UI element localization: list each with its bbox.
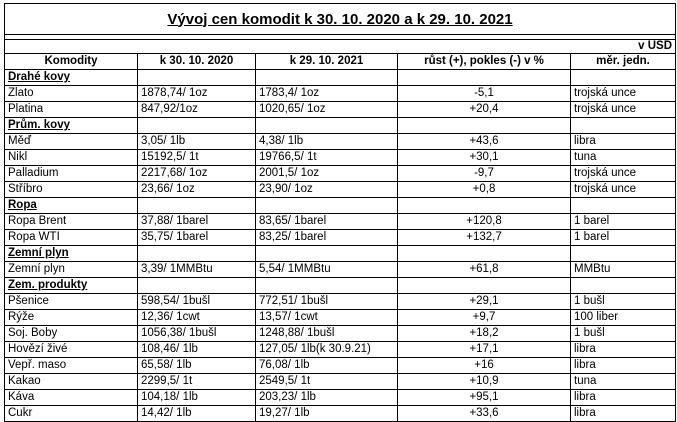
price-2020: 2299,5/ 1t xyxy=(138,374,256,390)
unit: trojská unce xyxy=(571,102,676,118)
unit: libra xyxy=(571,390,676,406)
commodity-name: Rýže xyxy=(5,310,138,326)
change-percent: +9,7 xyxy=(398,310,571,326)
change-percent: +18,2 xyxy=(398,326,571,342)
price-2021: 2549,5/ 1t xyxy=(256,374,398,390)
empty-cell xyxy=(138,118,256,134)
change-percent: +132,7 xyxy=(398,230,571,246)
section-heading: Zem. produkty xyxy=(5,278,138,294)
empty-cell xyxy=(398,118,571,134)
price-2021: 203,23/ 1lb xyxy=(256,390,398,406)
change-percent: +29,1 xyxy=(398,294,571,310)
price-2020: 65,58/ 1lb xyxy=(138,358,256,374)
commodity-name: Měď xyxy=(5,134,138,150)
commodity-price-sheet xyxy=(4,3,675,422)
price-2021: 13,57/ 1cwt xyxy=(256,310,398,326)
section-heading: Drahé kovy xyxy=(5,70,138,86)
price-2020: 14,42/ 1lb xyxy=(138,406,256,422)
empty-cell xyxy=(398,70,571,86)
table-row xyxy=(5,230,676,246)
change-percent: +61,8 xyxy=(398,262,571,278)
change-percent: +17,1 xyxy=(398,342,571,358)
unit-row xyxy=(5,40,676,54)
change-percent: +33,6 xyxy=(398,406,571,422)
change-percent: +16 xyxy=(398,358,571,374)
price-2021: 1783,4/ 1oz xyxy=(256,86,398,102)
commodity-name: Stříbro xyxy=(5,182,138,198)
header-unit: měr. jedn. xyxy=(571,54,676,70)
section-row xyxy=(5,278,676,294)
commodity-name: Platina xyxy=(5,102,138,118)
commodity-name: Hovězí živé xyxy=(5,342,138,358)
price-2021: 76,08/ 1lb xyxy=(256,358,398,374)
table-row xyxy=(5,182,676,198)
empty-cell xyxy=(571,198,676,214)
commodity-name: Zlato xyxy=(5,86,138,102)
unit: libra xyxy=(571,342,676,358)
commodity-name: Ropa WTI xyxy=(5,230,138,246)
section-row xyxy=(5,198,676,214)
section-row xyxy=(5,70,676,86)
price-2020: 108,46/ 1lb xyxy=(138,342,256,358)
price-2021: 23,90/ 1oz xyxy=(256,182,398,198)
currency-note: v USD xyxy=(5,40,676,54)
table-row xyxy=(5,166,676,182)
table-row xyxy=(5,262,676,278)
change-percent: +120,8 xyxy=(398,214,571,230)
price-2021: 1020,65/ 1oz xyxy=(256,102,398,118)
unit: 1 bušl xyxy=(571,294,676,310)
empty-cell xyxy=(138,198,256,214)
header-commodity: Komodity xyxy=(5,54,138,70)
commodity-name: Zemní plyn xyxy=(5,262,138,278)
table-row xyxy=(5,214,676,230)
unit: trojská unce xyxy=(571,166,676,182)
empty-cell xyxy=(571,70,676,86)
table-row xyxy=(5,358,676,374)
empty-cell xyxy=(398,246,571,262)
price-2020: 37,88/ 1barel xyxy=(138,214,256,230)
table-row xyxy=(5,102,676,118)
table-row xyxy=(5,134,676,150)
table-row xyxy=(5,406,676,422)
commodity-name: Palladium xyxy=(5,166,138,182)
change-percent: +30,1 xyxy=(398,150,571,166)
commodity-name: Kakao xyxy=(5,374,138,390)
change-percent: -5,1 xyxy=(398,86,571,102)
unit: 100 liber xyxy=(571,310,676,326)
price-2021: 2001,5/ 1oz xyxy=(256,166,398,182)
change-percent: +43,6 xyxy=(398,134,571,150)
empty-cell xyxy=(256,118,398,134)
header-row xyxy=(5,54,676,70)
table-row xyxy=(5,390,676,406)
commodity-table xyxy=(4,3,676,422)
commodity-name: Vepř. maso xyxy=(5,358,138,374)
price-2020: 2217,68/ 1oz xyxy=(138,166,256,182)
price-2020: 598,54/ 1bušl xyxy=(138,294,256,310)
change-percent: -9,7 xyxy=(398,166,571,182)
price-2020: 23,66/ 1oz xyxy=(138,182,256,198)
empty-cell xyxy=(256,70,398,86)
price-2021: 772,51/ 1bušl xyxy=(256,294,398,310)
empty-cell xyxy=(571,118,676,134)
unit: 1 barel xyxy=(571,214,676,230)
price-2021: 5,54/ 1MMBtu xyxy=(256,262,398,278)
empty-cell xyxy=(398,198,571,214)
commodity-name: Káva xyxy=(5,390,138,406)
unit: 1 barel xyxy=(571,230,676,246)
price-2020: 1878,74/ 1oz xyxy=(138,86,256,102)
commodity-name: Ropa Brent xyxy=(5,214,138,230)
title-row xyxy=(5,4,676,35)
commodity-name: Cukr xyxy=(5,406,138,422)
empty-cell xyxy=(256,198,398,214)
price-2020: 104,18/ 1lb xyxy=(138,390,256,406)
unit: trojská unce xyxy=(571,86,676,102)
unit: MMBtu xyxy=(571,262,676,278)
table-row xyxy=(5,150,676,166)
price-2021: 1248,88/ 1bušl xyxy=(256,326,398,342)
change-percent: +10,9 xyxy=(398,374,571,390)
commodity-name: Soj. Boby xyxy=(5,326,138,342)
price-2020: 3,39/ 1MMBtu xyxy=(138,262,256,278)
unit: libra xyxy=(571,134,676,150)
price-2021: 127,05/ 1lb(k 30.9.21) xyxy=(256,342,398,358)
price-2020: 15192,5/ 1t xyxy=(138,150,256,166)
price-2021: 19766,5/ 1t xyxy=(256,150,398,166)
section-heading: Zemní plyn xyxy=(5,246,138,262)
page-title: Vývoj cen komodit k 30. 10. 2020 a k 29. 10. 2021 xyxy=(5,4,676,35)
unit: 1 bušl xyxy=(571,326,676,342)
price-2021: 83,25/ 1barel xyxy=(256,230,398,246)
section-heading: Ropa xyxy=(5,198,138,214)
section-row xyxy=(5,246,676,262)
header-change-percent: růst (+), pokles (-) v % xyxy=(398,54,571,70)
empty-cell xyxy=(571,278,676,294)
table-row xyxy=(5,374,676,390)
table-row xyxy=(5,86,676,102)
unit: tuna xyxy=(571,374,676,390)
commodity-name: Pšenice xyxy=(5,294,138,310)
price-2020: 35,75/ 1barel xyxy=(138,230,256,246)
table-row xyxy=(5,294,676,310)
commodity-name: Nikl xyxy=(5,150,138,166)
section-heading: Prům. kovy xyxy=(5,118,138,134)
table-row xyxy=(5,310,676,326)
header-price-2020: k 30. 10. 2020 xyxy=(138,54,256,70)
unit: trojská unce xyxy=(571,182,676,198)
empty-cell xyxy=(138,278,256,294)
header-price-2021: k 29. 10. 2021 xyxy=(256,54,398,70)
table-row xyxy=(5,326,676,342)
price-2021: 19,27/ 1lb xyxy=(256,406,398,422)
price-2020: 1056,38/ 1bušl xyxy=(138,326,256,342)
change-percent: +20,4 xyxy=(398,102,571,118)
empty-cell xyxy=(571,246,676,262)
empty-cell xyxy=(256,246,398,262)
unit: tuna xyxy=(571,150,676,166)
price-2020: 847,92/1oz xyxy=(138,102,256,118)
empty-cell xyxy=(256,278,398,294)
change-percent: +0,8 xyxy=(398,182,571,198)
price-2021: 83,65/ 1barel xyxy=(256,214,398,230)
empty-cell xyxy=(138,70,256,86)
empty-cell xyxy=(398,278,571,294)
change-percent: +95,1 xyxy=(398,390,571,406)
empty-cell xyxy=(138,246,256,262)
unit: libra xyxy=(571,406,676,422)
price-2020: 12,36/ 1cwt xyxy=(138,310,256,326)
section-row xyxy=(5,118,676,134)
price-2021: 4,38/ 1lb xyxy=(256,134,398,150)
price-2020: 3,05/ 1lb xyxy=(138,134,256,150)
unit: libra xyxy=(571,358,676,374)
table-row xyxy=(5,342,676,358)
